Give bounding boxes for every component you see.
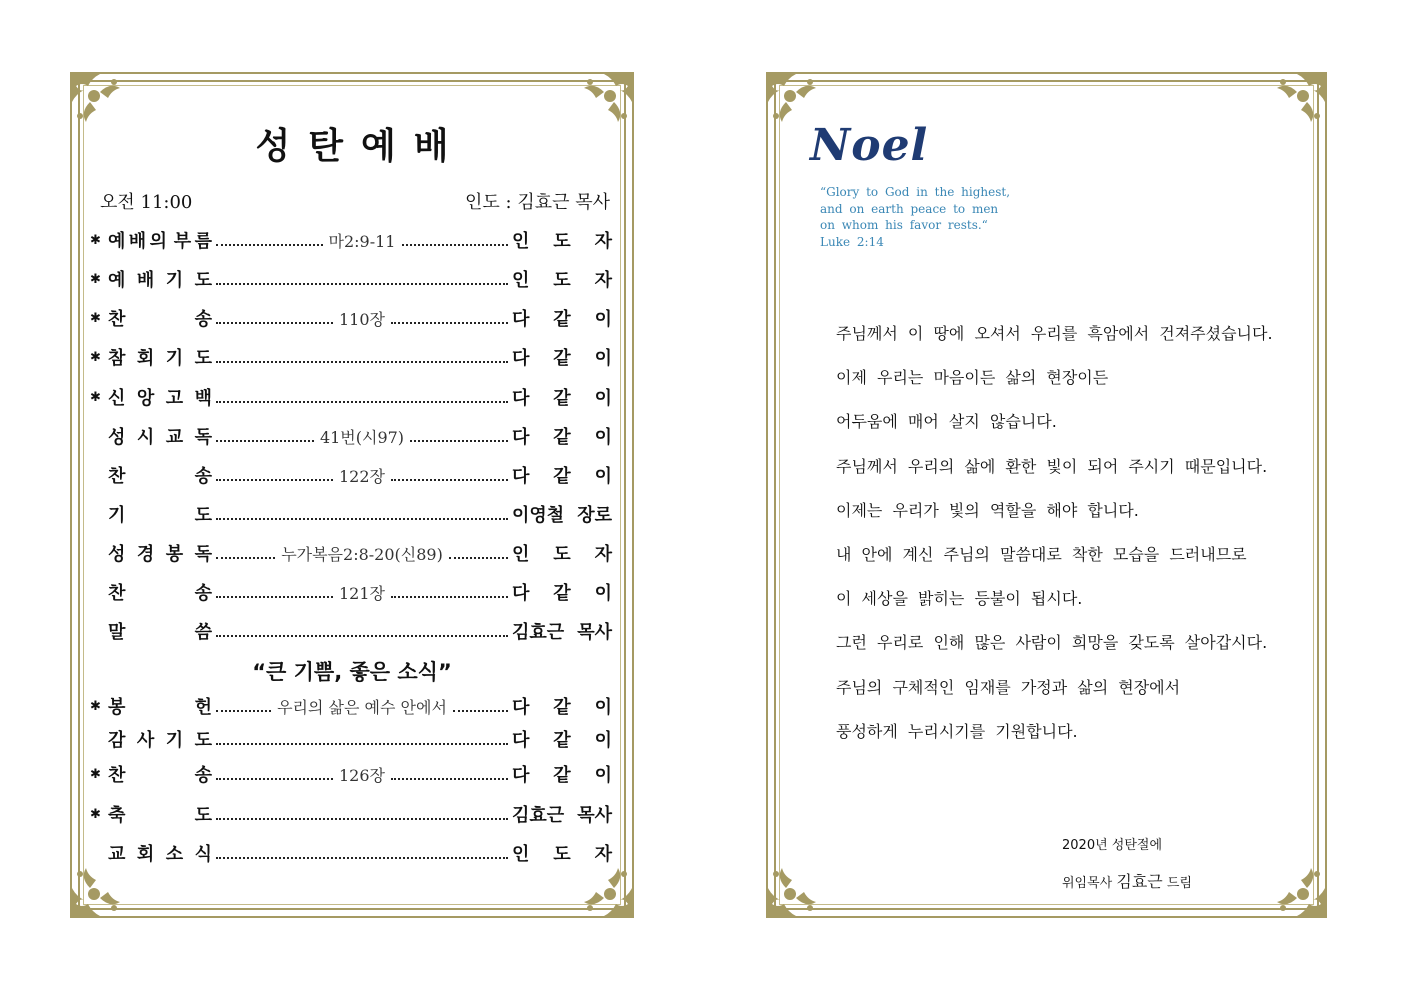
order-item <box>108 384 212 410</box>
order-role-part: 같 <box>553 309 571 330</box>
order-role-part: 자 <box>594 844 612 865</box>
order-role-part: 다 <box>512 697 530 718</box>
dot-leader <box>216 692 508 720</box>
order-row <box>90 617 612 645</box>
order-role-part: 이 <box>594 309 612 330</box>
order-item <box>108 462 212 488</box>
order-role-part: 이 <box>594 765 612 786</box>
dots <box>216 361 508 363</box>
order-item-char: 의 <box>149 231 167 252</box>
order-item <box>108 540 212 566</box>
dots <box>391 596 508 598</box>
order-role-part: 도 <box>553 544 571 565</box>
order-item-char: 감 <box>108 730 126 751</box>
standing-marker: ✱ <box>90 806 101 822</box>
order-item-char: 부 <box>173 231 192 252</box>
order-item-char: 성 <box>108 544 126 565</box>
order-item-char: 신 <box>108 388 126 409</box>
order-item-char: 송 <box>194 583 212 604</box>
dots <box>216 778 333 780</box>
order-row <box>90 692 612 720</box>
order-role-part: 다 <box>512 730 530 751</box>
dots <box>216 857 508 859</box>
order-role <box>512 305 612 331</box>
order-item-char: 송 <box>194 466 212 487</box>
order-role-part: 인 <box>512 270 530 291</box>
message-line: 풍성하게 누리시기를 기원합니다. <box>836 721 1078 741</box>
order-item-char: 기 <box>165 270 184 291</box>
order-item-char: 예 <box>108 231 126 252</box>
order-role <box>512 693 612 719</box>
order-role-part: 다 <box>512 348 530 369</box>
order-role <box>512 384 612 410</box>
order-item-char: 교 <box>108 844 126 865</box>
order-item-char: 교 <box>165 427 184 448</box>
order-item-char: 고 <box>165 388 184 409</box>
dots <box>216 401 508 403</box>
verse-line: on whom his favor rests.“ <box>820 218 988 232</box>
signoff-suffix: 드림 <box>1166 876 1193 891</box>
dot-leader <box>216 343 508 371</box>
dots <box>216 440 314 442</box>
standing-marker: ✱ <box>90 389 101 405</box>
dots <box>391 778 508 780</box>
dots <box>216 557 275 559</box>
signoff-name: 김효근 <box>1116 872 1163 891</box>
worship-order-panel <box>70 72 634 918</box>
message-line: 주님께서 우리의 삶에 환한 빛이 되어 주시기 때문입니다. <box>836 456 1268 476</box>
dot-leader <box>216 500 508 528</box>
order-role-part: 도 <box>553 844 571 865</box>
order-row <box>90 578 612 606</box>
dot-leader <box>216 383 508 411</box>
order-item-char: 참 <box>108 348 126 369</box>
order-row <box>90 539 612 567</box>
order-detail: 110장 <box>339 309 385 329</box>
order-role <box>512 801 612 827</box>
order-item-char: 사 <box>136 730 155 751</box>
order-item <box>108 579 212 605</box>
order-detail: 122장 <box>339 466 385 486</box>
order-item <box>108 801 212 827</box>
order-item-char: 성 <box>108 427 126 448</box>
order-role <box>512 840 612 866</box>
order-item-char: 도 <box>194 348 212 369</box>
order-role-part: 다 <box>512 388 530 409</box>
order-item <box>108 305 212 331</box>
dot-leader <box>216 839 508 867</box>
order-item <box>108 761 212 787</box>
dot-leader <box>216 725 508 753</box>
order-role <box>512 344 612 370</box>
dot-leader <box>216 539 508 567</box>
standing-marker: ✱ <box>90 349 101 365</box>
order-role-part: 다 <box>512 466 530 487</box>
order-role-part: 이영철 <box>512 505 565 526</box>
message-panel <box>766 72 1327 918</box>
order-role-part: 인 <box>512 544 530 565</box>
order-row <box>90 383 612 411</box>
dots <box>216 283 508 285</box>
order-item-char: 송 <box>194 765 212 786</box>
order-role-part: 목사 <box>577 622 612 643</box>
order-item-char: 도 <box>194 805 212 826</box>
order-role-part: 이 <box>594 388 612 409</box>
order-role-part: 같 <box>553 697 571 718</box>
order-item-char: 씀 <box>194 622 212 643</box>
dots <box>216 479 333 481</box>
order-item-char: 앙 <box>136 388 155 409</box>
dot-leader <box>216 226 508 254</box>
christmas-message <box>836 312 1273 754</box>
order-row <box>90 725 612 753</box>
order-detail: 41번(시97) <box>319 427 405 447</box>
order-detail: 121장 <box>339 583 385 603</box>
verse-line: and on earth peace to men <box>820 201 999 216</box>
dot-leader <box>216 304 508 332</box>
dots <box>216 743 508 745</box>
message-line: 이제는 우리가 빛의 역할을 해야 합니다. <box>836 500 1139 520</box>
order-role-part: 이 <box>594 583 612 604</box>
order-item-char: 회 <box>136 844 155 865</box>
order-item-char: 소 <box>165 844 184 865</box>
signoff-title: 위임목사 <box>1062 876 1113 891</box>
order-role-part: 김효근 <box>512 805 565 826</box>
order-item-char: 도 <box>194 505 212 526</box>
scripture-verse <box>820 184 1010 250</box>
order-role-part: 다 <box>512 427 530 448</box>
sermon-title: “큰 기쁨, 좋은 소식” <box>252 660 452 684</box>
order-role-part: 다 <box>512 765 530 786</box>
signoff-date: 2020년 성탄절에 <box>1062 838 1163 853</box>
order-item <box>108 501 212 527</box>
dots <box>216 322 333 324</box>
order-item <box>108 840 212 866</box>
order-detail: 126장 <box>339 765 385 785</box>
order-item <box>108 227 212 253</box>
dot-leader <box>216 760 508 788</box>
order-role-part: 같 <box>553 388 571 409</box>
ornament-corner-icon <box>1265 856 1327 918</box>
dot-leader <box>216 578 508 606</box>
order-row <box>90 800 612 828</box>
order-role-part: 김효근 <box>512 622 565 643</box>
order-role-part: 이 <box>594 348 612 369</box>
order-role <box>512 266 612 292</box>
order-item <box>108 618 212 644</box>
page-title: 성탄예배 <box>255 126 467 167</box>
ornament-corner-icon <box>766 856 828 918</box>
dots <box>216 244 323 246</box>
order-role-part: 이 <box>594 730 612 751</box>
dots <box>391 322 508 324</box>
order-item-char: 찬 <box>108 583 126 604</box>
order-row <box>90 422 612 450</box>
order-role <box>512 579 612 605</box>
ornament-corner-icon <box>1265 72 1327 134</box>
order-item-char: 예 <box>108 270 126 291</box>
order-role-part: 다 <box>512 583 530 604</box>
service-info <box>100 188 610 214</box>
standing-marker: ✱ <box>90 698 101 714</box>
signoff <box>1062 828 1192 902</box>
order-item-char: 기 <box>108 505 126 526</box>
order-item-char: 회 <box>136 348 155 369</box>
order-row <box>90 461 612 489</box>
order-role-part: 인 <box>512 844 530 865</box>
order-item-char: 경 <box>136 544 155 565</box>
order-item <box>108 693 212 719</box>
order-detail: 마2:9-11 <box>328 231 396 251</box>
order-item <box>108 423 212 449</box>
order-item-char: 헌 <box>194 697 212 718</box>
message-line: 주님의 구체적인 임재를 가정과 삶의 현장에서 <box>836 677 1181 697</box>
verse-line: “Glory to God in the highest, <box>820 185 1011 199</box>
order-row <box>90 265 612 293</box>
order-role-part: 다 <box>512 309 530 330</box>
order-role-part: 같 <box>553 583 571 604</box>
order-item <box>108 344 212 370</box>
order-role <box>512 462 612 488</box>
order-item-char: 배 <box>136 270 155 291</box>
dot-leader <box>216 800 508 828</box>
order-role <box>512 501 612 527</box>
message-line: 내 안에 계신 주님의 말씀대로 착한 모습을 드러내므로 <box>836 545 1247 565</box>
order-item-char: 배 <box>128 231 147 252</box>
order-item-char: 기 <box>165 348 184 369</box>
order-role-part: 같 <box>553 427 571 448</box>
order-item-char: 도 <box>194 270 212 291</box>
order-role-part: 자 <box>594 544 612 565</box>
dots <box>391 479 508 481</box>
dots <box>410 440 508 442</box>
dots <box>216 818 508 820</box>
message-line: 주님께서 이 땅에 오셔서 우리를 흑암에서 건져주셨습니다. <box>836 324 1273 343</box>
order-item-char: 독 <box>194 427 212 448</box>
order-role-part: 도 <box>553 231 571 252</box>
dots <box>216 635 508 637</box>
order-role-part: 같 <box>553 765 571 786</box>
order-item-char: 름 <box>194 231 212 252</box>
signoff-signature <box>1062 864 1192 902</box>
order-role <box>512 423 612 449</box>
dots <box>216 596 333 598</box>
order-role-part: 인 <box>512 231 530 252</box>
order-role-part: 이 <box>594 427 612 448</box>
order-item-char: 독 <box>194 544 212 565</box>
order-item-char: 봉 <box>165 544 184 565</box>
dots <box>216 518 508 520</box>
order-row <box>90 226 612 254</box>
message-line: 어두움에 매어 살지 않습니다. <box>836 412 1057 432</box>
service-time: 오전 11:00 <box>100 192 193 213</box>
order-item-char: 찬 <box>108 466 126 487</box>
message-line: 이 세상을 밝히는 등불이 됩시다. <box>836 589 1083 609</box>
order-role-part: 이 <box>594 466 612 487</box>
order-row <box>90 343 612 371</box>
order-item-char: 식 <box>194 844 212 865</box>
order-role <box>512 540 612 566</box>
dots <box>453 710 508 712</box>
verse-reference: Luke 2:14 <box>820 234 884 249</box>
order-role-part: 같 <box>553 466 571 487</box>
order-item-char: 기 <box>165 730 184 751</box>
dots <box>449 557 508 559</box>
standing-marker: ✱ <box>90 271 101 287</box>
message-line: 이제 우리는 마음이든 삶의 현장이든 <box>836 368 1109 388</box>
order-item <box>108 726 212 752</box>
order-row <box>90 304 612 332</box>
order-role-part: 자 <box>594 231 612 252</box>
order-role-part: 자 <box>594 270 612 291</box>
order-item-char: 도 <box>194 730 212 751</box>
dots <box>216 710 271 712</box>
dots <box>402 244 509 246</box>
order-role <box>512 761 612 787</box>
order-item-char: 백 <box>194 388 212 409</box>
order-role <box>512 618 612 644</box>
order-item-char: 봉 <box>108 697 126 718</box>
standing-marker: ✱ <box>90 232 101 248</box>
order-item-char: 축 <box>108 805 126 826</box>
order-item-char: 시 <box>136 427 155 448</box>
order-row <box>90 760 612 788</box>
dot-leader <box>216 461 508 489</box>
message-line: 그런 우리로 인해 많은 사람이 희망을 갖도록 살아갑시다. <box>836 633 1268 653</box>
order-item-char: 찬 <box>108 765 126 786</box>
dot-leader <box>216 265 508 293</box>
order-detail: 누가복음2:8-20(신89) <box>281 544 443 564</box>
order-row <box>90 500 612 528</box>
order-item-char: 송 <box>194 309 212 330</box>
order-role-part: 같 <box>553 730 571 751</box>
order-role <box>512 227 612 253</box>
dot-leader <box>216 617 508 645</box>
order-detail: 우리의 삶은 예수 안에서 <box>277 697 447 717</box>
noel-heading: Noel <box>810 120 929 171</box>
standing-marker: ✱ <box>90 766 101 782</box>
order-item-char: 말 <box>108 622 126 643</box>
order-role-part: 같 <box>553 348 571 369</box>
dot-leader <box>216 422 508 450</box>
standing-marker: ✱ <box>90 310 101 326</box>
order-role <box>512 726 612 752</box>
order-row <box>90 839 612 867</box>
order-item <box>108 266 212 292</box>
order-item-char: 찬 <box>108 309 126 330</box>
order-role-part: 장로 <box>577 505 612 526</box>
order-role-part: 목사 <box>577 805 612 826</box>
order-role-part: 도 <box>553 270 571 291</box>
order-role-part: 이 <box>594 697 612 718</box>
service-leader: 인도 : 김효근 목사 <box>465 192 610 213</box>
